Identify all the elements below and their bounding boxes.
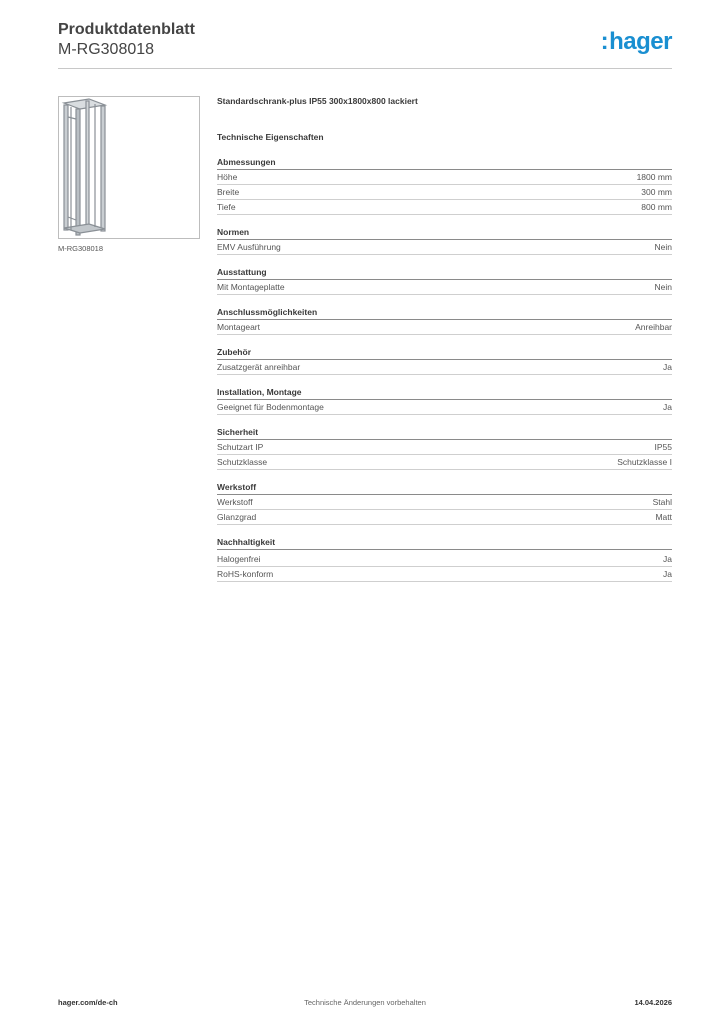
property-sections	[217, 156, 672, 582]
property-label: Tiefe	[217, 202, 236, 212]
property-value: Ja	[663, 554, 672, 564]
property-value: Matt	[655, 512, 672, 522]
property-row	[217, 552, 672, 567]
cabinet-frame-image	[59, 97, 199, 238]
section-title: Ausstattung	[217, 266, 672, 280]
section-title: Abmessungen	[217, 156, 672, 170]
section-title: Anschlussmöglichkeiten	[217, 306, 672, 320]
document-title: Produktdatenblatt	[58, 21, 195, 38]
page-footer	[58, 998, 672, 1012]
property-value: Ja	[663, 569, 672, 579]
property-label: Schutzart IP	[217, 442, 264, 452]
section-title: Zubehör	[217, 346, 672, 360]
property-section	[217, 346, 672, 375]
property-section	[217, 386, 672, 415]
property-label: EMV Ausführung	[217, 242, 281, 252]
property-row	[217, 510, 672, 525]
property-label: Schutzklasse	[217, 457, 268, 467]
property-label: RoHS-konform	[217, 569, 274, 579]
property-value: 300 mm	[641, 187, 672, 197]
property-value: Nein	[654, 282, 672, 292]
property-value: Ja	[663, 402, 672, 412]
property-label: Halogenfrei	[217, 554, 261, 564]
property-row	[217, 200, 672, 215]
footer-disclaimer: Technische Änderungen vorbehalten	[304, 998, 426, 1007]
property-row	[217, 360, 672, 375]
property-section	[217, 266, 672, 295]
property-row	[217, 400, 672, 415]
section-title: Werkstoff	[217, 481, 672, 495]
property-label: Montageart	[217, 322, 260, 332]
property-row	[217, 170, 672, 185]
property-section	[217, 536, 672, 582]
page-header	[58, 20, 672, 68]
property-value: Ja	[663, 362, 672, 372]
property-section	[217, 156, 672, 215]
property-label: Geeignet für Bodenmontage	[217, 402, 324, 412]
property-value: Schutzklasse I	[617, 457, 672, 467]
property-row	[217, 567, 672, 582]
property-label: Glanzgrad	[217, 512, 257, 522]
property-section	[217, 481, 672, 525]
logo-text: hager	[609, 28, 672, 55]
property-label: Mit Montageplatte	[217, 282, 285, 292]
property-section	[217, 426, 672, 470]
property-label: Höhe	[217, 172, 238, 182]
property-row	[217, 455, 672, 470]
property-value: Nein	[654, 242, 672, 252]
product-image	[58, 96, 200, 239]
product-code: M-RG308018	[58, 41, 155, 58]
technical-properties-title: Technische Eigenschaften	[217, 132, 324, 142]
property-label: Zusatzgerät anreihbar	[217, 362, 301, 372]
section-title: Nachhaltigkeit	[217, 536, 672, 550]
product-content	[217, 95, 672, 582]
image-caption: M-RG308018	[58, 244, 104, 253]
property-value: Stahl	[652, 497, 672, 507]
product-name: Standardschrank-plus IP55 300x1800x800 lackiert	[217, 96, 418, 106]
section-title: Normen	[217, 226, 672, 240]
property-value: Anreihbar	[635, 322, 672, 332]
property-row	[217, 440, 672, 455]
property-label: Breite	[217, 187, 240, 197]
property-row	[217, 495, 672, 510]
footer-date: 14.04.2026	[634, 998, 672, 1007]
logo-dots: :	[600, 28, 609, 55]
property-row	[217, 280, 672, 295]
property-row	[217, 320, 672, 335]
property-row	[217, 185, 672, 200]
property-section	[217, 226, 672, 255]
header-divider	[58, 68, 672, 69]
footer-website: hager.com/de-ch	[58, 998, 118, 1007]
property-value: 1800 mm	[636, 172, 672, 182]
property-value: 800 mm	[641, 202, 672, 212]
section-title: Installation, Montage	[217, 386, 672, 400]
section-title: Sicherheit	[217, 426, 672, 440]
property-section	[217, 306, 672, 335]
hager-logo	[601, 28, 672, 56]
property-row	[217, 240, 672, 255]
property-value: IP55	[654, 442, 672, 452]
property-label: Werkstoff	[217, 497, 253, 507]
